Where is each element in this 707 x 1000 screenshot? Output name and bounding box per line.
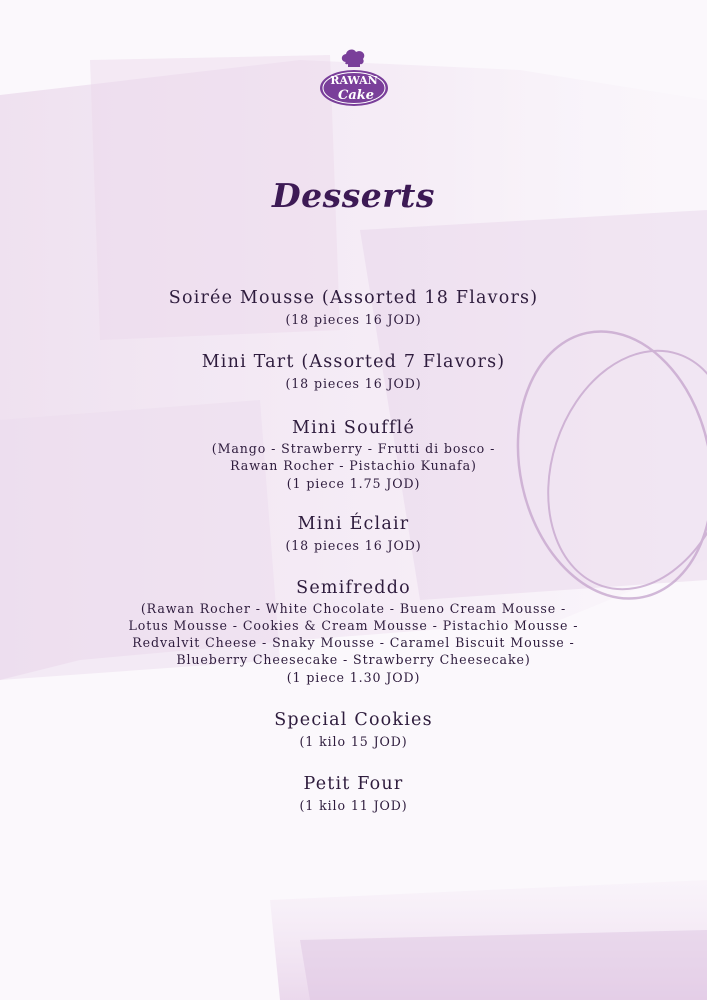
item-description: (Mango - Strawberry - Frutti di bosco - Rawan Rocher - Pistachio Kunafa): [211, 441, 496, 473]
item-price: (18 pieces 16 JOD): [285, 376, 422, 391]
menu-item: [0, 772, 707, 814]
menu-item: [0, 576, 707, 686]
menu-item: [0, 350, 707, 392]
menu-item: [0, 416, 707, 492]
menu-item: [0, 512, 707, 554]
chef-hat-icon: [342, 50, 364, 67]
item-name: Special Cookies: [274, 710, 433, 730]
item-price: (1 kilo 15 JOD): [299, 734, 408, 749]
item-name: Mini Éclair: [297, 514, 410, 534]
item-price: (18 pieces 16 JOD): [285, 312, 422, 327]
logo-brand-bottom: Cake: [337, 88, 375, 103]
brand-logo: [319, 48, 389, 108]
rawan-cake-logo: [319, 48, 389, 108]
item-price: (1 piece 1.75 JOD): [286, 476, 421, 491]
menu-item: [0, 286, 707, 328]
item-name: Mini Tart (Assorted 7 Flavors): [201, 352, 506, 372]
page-title: Desserts: [272, 176, 435, 215]
menu-item: [0, 708, 707, 750]
item-name: Mini Soufflé: [291, 418, 416, 438]
item-price: (1 kilo 11 JOD): [299, 798, 408, 813]
item-description: (Rawan Rocher - White Chocolate - Bueno Cream Mousse - Lotus Mousse - Cookies & Cream Mousse - Pistachio Mousse - Redvalvit Cheese - Snaky Mousse - Caramel Biscuit Mousse - Blueberry Cheesecake - Strawberry Cheesecake): [128, 601, 579, 667]
item-name: Petit Four: [303, 774, 404, 794]
dessert-menu: [0, 286, 707, 814]
item-price: (18 pieces 16 JOD): [285, 538, 422, 553]
item-name: Semifreddo: [296, 578, 411, 598]
item-price: (1 piece 1.30 JOD): [286, 670, 421, 685]
item-name: Soirée Mousse (Assorted 18 Flavors): [168, 288, 539, 308]
logo-brand-top: RAWAN: [330, 74, 378, 87]
